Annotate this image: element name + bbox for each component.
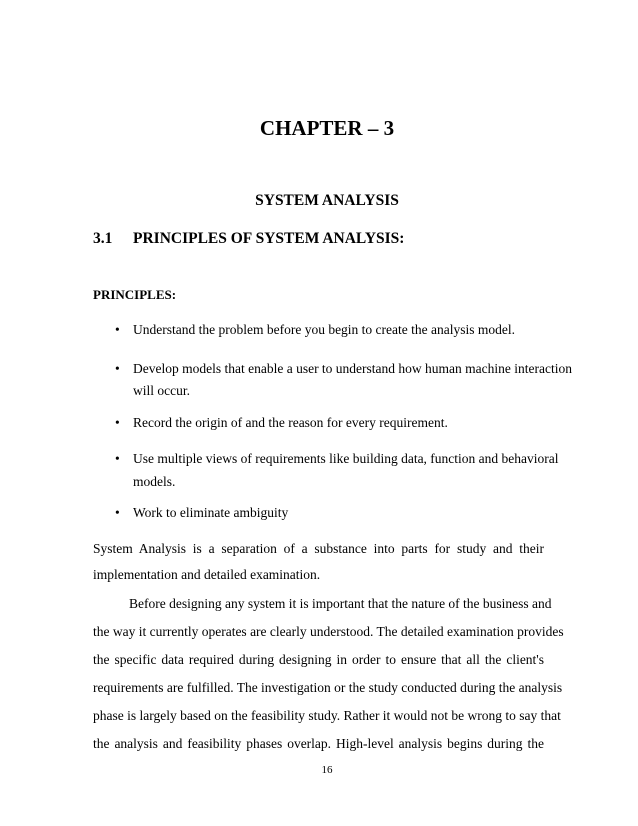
section-number: 3.1 (93, 230, 113, 247)
chapter-heading: CHAPTER – 3 (259, 116, 395, 140)
paragraph-line: the analysis and feasibility phases overlap. High-level analysis begins during the (93, 736, 544, 751)
bullet-line: Work to eliminate ambiguity (133, 505, 289, 520)
paragraph-line: the specific data required during designing in order to ensure that all the client's (93, 652, 544, 667)
section-title: PRINCIPLES OF SYSTEM ANALYSIS: (133, 230, 405, 247)
page-number: 16 (321, 764, 333, 776)
paragraph-line: Before designing any system it is important that the nature of the business and (129, 596, 552, 611)
chapter-title: SYSTEM ANALYSIS (255, 192, 399, 209)
bullet-line: models. (133, 474, 176, 489)
bullet-marker: • (115, 451, 120, 466)
bullet-marker: • (115, 361, 120, 376)
bullet-marker: • (115, 415, 120, 430)
principles-label: PRINCIPLES: (93, 287, 177, 302)
bullet-line: will occur. (133, 383, 190, 398)
paragraph-line: phase is largely based on the feasibility study. Rather it would not be wrong to say that (93, 708, 561, 723)
bullet-line: Develop models that enable a user to understand how human machine interaction (133, 361, 572, 376)
paragraph-line: requirements are fulfilled. The investigation or the study conducted during the analysis (93, 680, 563, 695)
bullet-marker: • (115, 505, 120, 520)
paragraph-line: the way it currently operates are clearly understood. The detailed examination provides (93, 624, 564, 639)
paragraph-line: System Analysis is a separation of a substance into parts for study and their (93, 541, 544, 556)
bullet-line: Record the origin of and the reason for every requirement. (133, 415, 448, 430)
bullet-marker: • (115, 322, 120, 337)
paragraph-line: implementation and detailed examination. (93, 567, 321, 582)
bullet-line: Use multiple views of requirements like building data, function and behavioral (133, 451, 559, 466)
bullet-line: Understand the problem before you begin to create the analysis model. (133, 322, 516, 337)
